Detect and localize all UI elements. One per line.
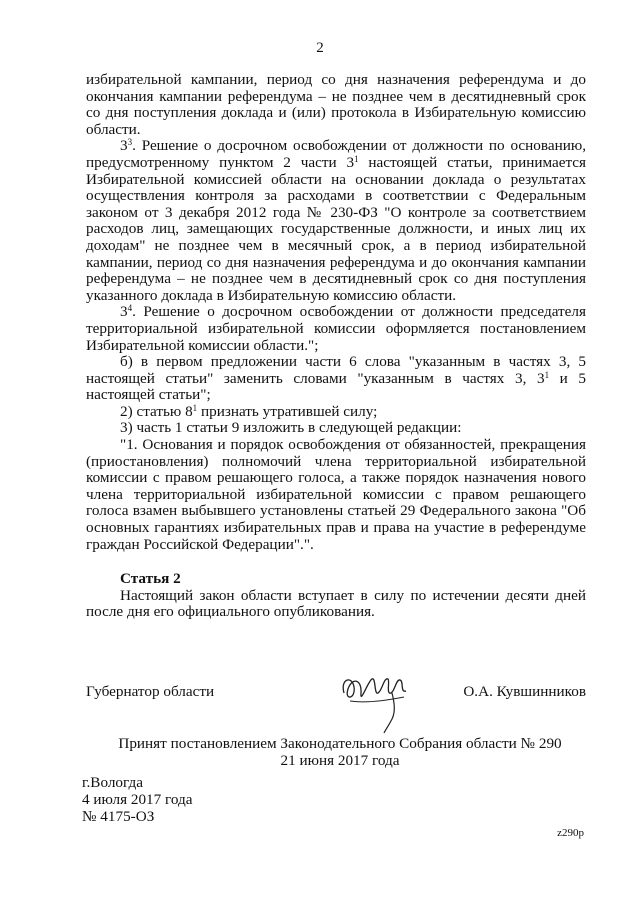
- paragraph-continuation: [86, 72, 586, 138]
- paragraph-2: [86, 404, 586, 421]
- paragraph-text: 2) статью 8: [120, 402, 193, 420]
- superscript: 1: [354, 153, 359, 164]
- paragraph-3-4: [86, 304, 586, 354]
- paragraph-text: признать утратившей силу;: [197, 402, 378, 420]
- paragraph-text: б) в первом предложении части 6 слова "указанным в частях 3, 5 настоящей статьи" заменить словами "указанным в частях 3, 3: [86, 353, 586, 387]
- signing-date: 4 июля 2017 года: [82, 791, 193, 808]
- document-body: [86, 72, 586, 621]
- superscript: 1: [544, 369, 550, 380]
- place-and-number: [82, 774, 193, 825]
- governor-name: О.А. Кувшинников: [463, 683, 586, 700]
- paragraph-text: . Решение о досрочном освобождении от должности по основанию, предусмотренному пунктом 2 части 3: [86, 137, 586, 171]
- superscript: 1: [192, 402, 198, 413]
- paragraph-text: настоящей статьи, принимается Избирательной комиссией области на основании доклада о результатах осуществления контроля за расходами в соответствии с Федеральным законом от 3 декабря 2012 года № 230-ФЗ "О контроле за соответствием расходов лиц, замещающих государственные должности, и иных лиц их доходам" не позднее чем в месячный срок, а в период избирательной кампании, период со дня назначения референдума и до окончания кампании референдума – не позднее чем в десятидневный срок со дня поступления указанного доклада в Избирательную комиссию области.: [86, 153, 586, 304]
- paragraph-3-3: [86, 138, 586, 304]
- adoption-line: Принят постановлением Законодательного Собрания области № 290: [118, 735, 562, 752]
- paragraph-b: [86, 354, 586, 404]
- paragraph-3: [86, 420, 586, 437]
- article-heading: Статья 2: [120, 570, 181, 588]
- article-text: Настоящий закон области вступает в силу по истечении десяти дней после дня его официального опубликования.: [86, 586, 586, 621]
- spacer: [86, 553, 586, 571]
- document-code: z290p: [557, 827, 584, 839]
- adoption-date: 21 июня 2017 года: [280, 752, 400, 769]
- governor-title: Губернатор области: [86, 683, 215, 700]
- paragraph-text: и 5 настоящей статьи";: [86, 369, 586, 404]
- superscript: 3: [127, 137, 133, 148]
- law-number: № 4175-ОЗ: [82, 808, 155, 825]
- handwritten-signature: [334, 671, 434, 739]
- paragraph-text: избирательной кампании, период со дня назначения референдума и до окончания кампании референдума – не позднее чем в десятидневный срок со дня поступления доклада и (или) протокола в Избирательную комиссию области.: [86, 71, 586, 138]
- signature-block: [86, 683, 586, 743]
- paragraph-text: . Решение о досрочном освобождении от должности председателя территориальной избирательной комиссии оформляется постановлением Избирательной комиссии области.";: [86, 303, 586, 354]
- superscript: 4: [127, 303, 133, 314]
- paragraph-text: 3) часть 1 статьи 9 изложить в следующей редакции:: [120, 419, 462, 437]
- clause-number: 3: [120, 137, 128, 155]
- paragraph-quote: [86, 437, 586, 553]
- page-number: 2: [316, 40, 324, 56]
- adoption-note: [0, 735, 640, 769]
- clause-number: 3: [120, 303, 128, 321]
- paragraph-text: "1. Основания и порядок освобождения от обязанностей, прекращения (приостановления) полномочий члена территориальной избирательной комиссии с правом решающего голоса, а также порядок назначения нового члена территориальной избирательной комиссии с правом решающего голоса взамен выбывшего установлены статьей 29 Федерального закона "Об основных гарантиях избирательных прав и права на участие в референдуме граждан Российской Федерации".".: [86, 436, 586, 553]
- city: г.Вологда: [82, 774, 143, 791]
